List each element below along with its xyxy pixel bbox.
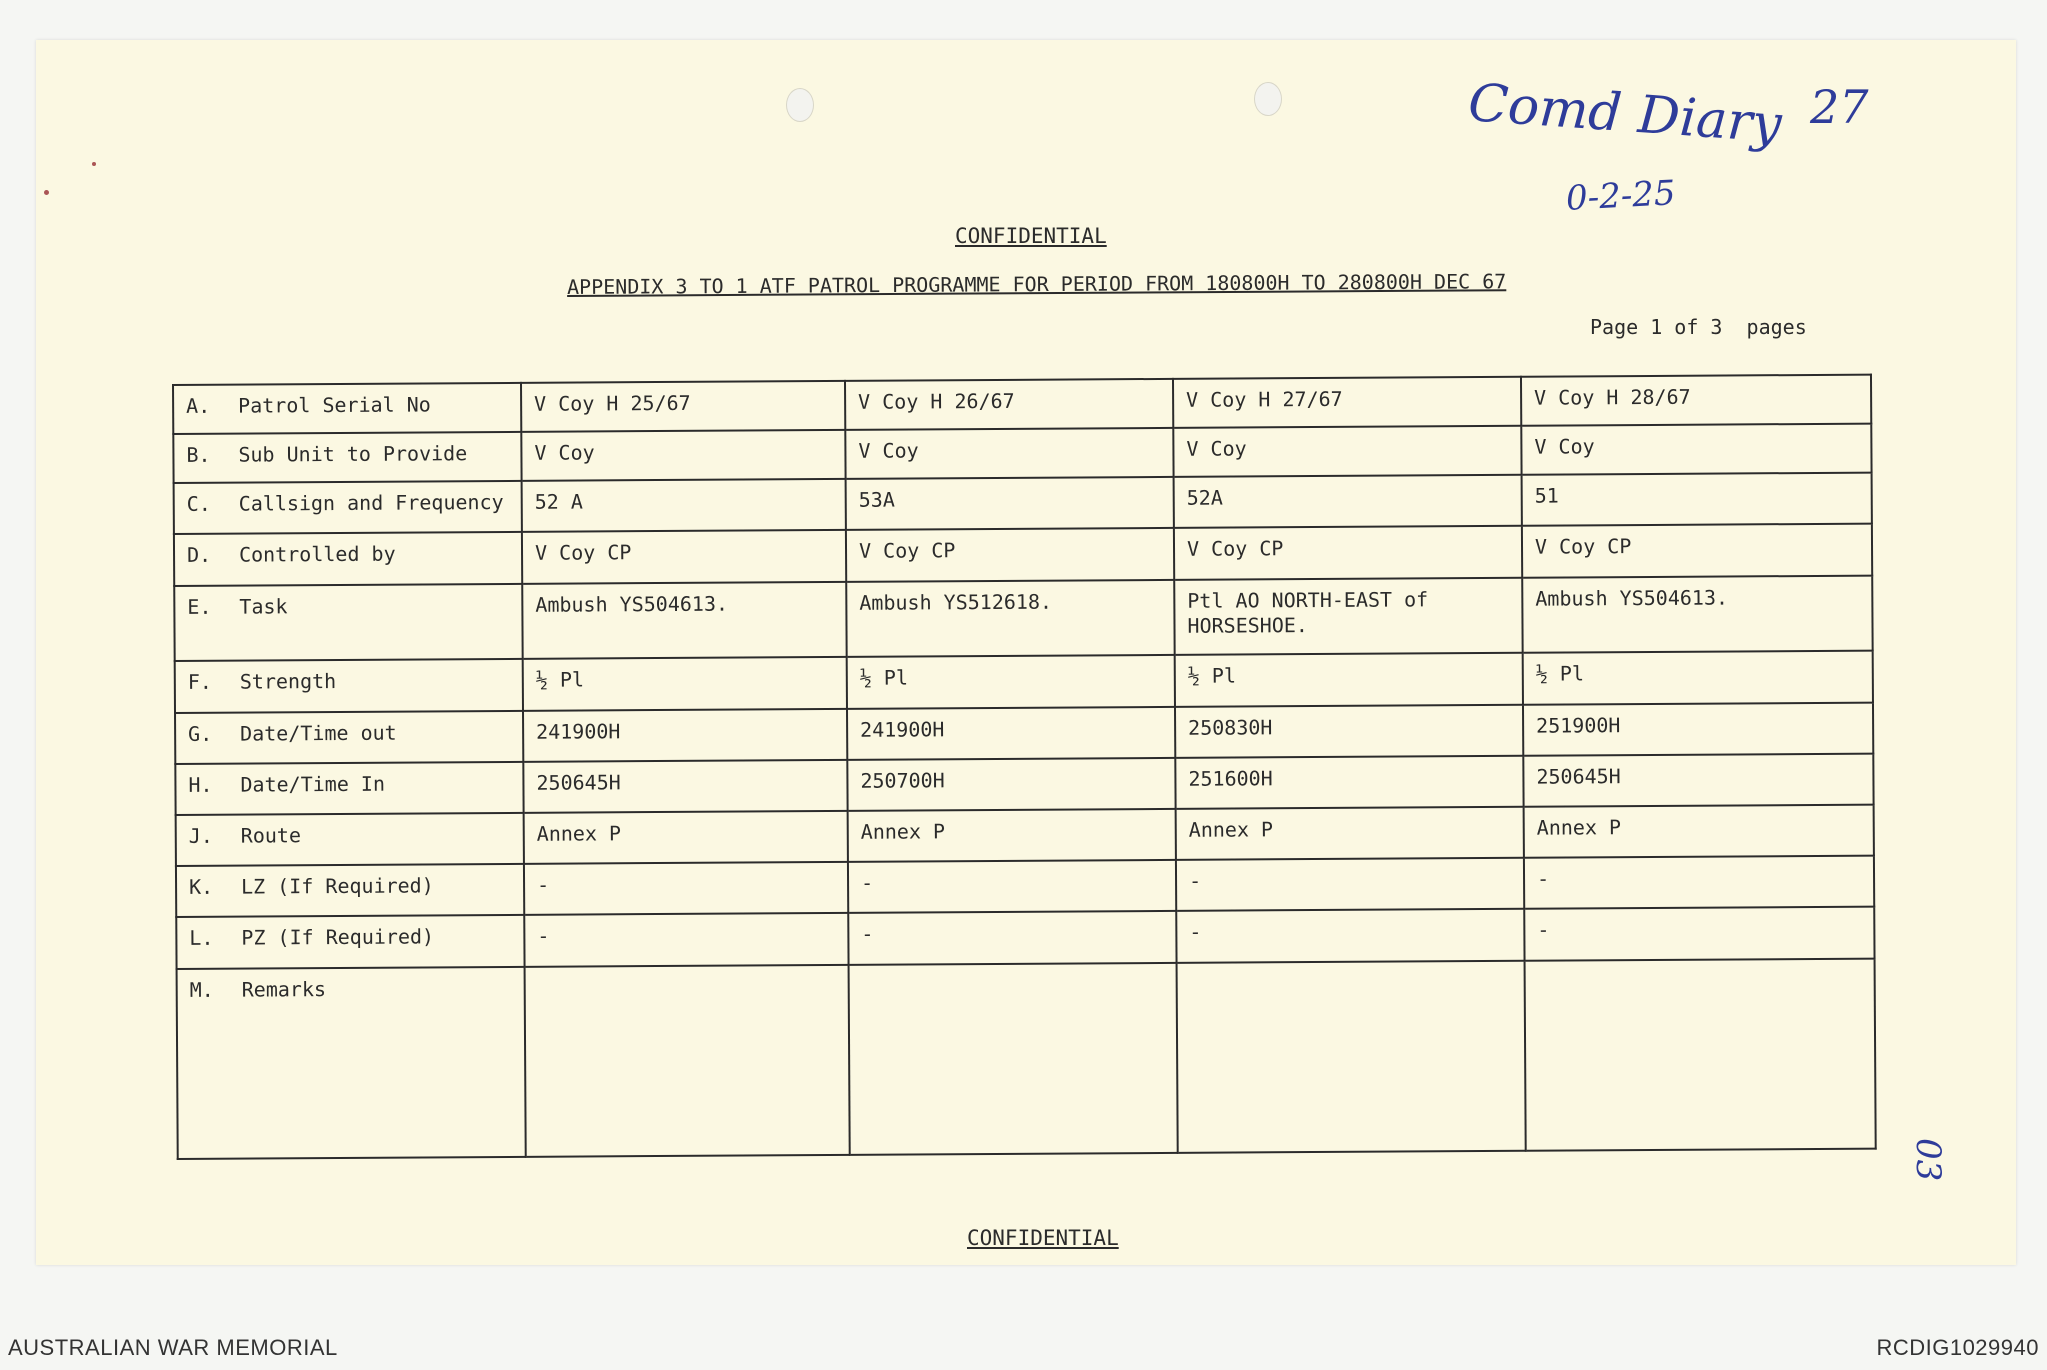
row-label: K. LZ (If Required) [176,864,524,917]
table-cell: 250645H [1523,753,1873,806]
row-label: C. Callsign and Frequency [174,481,522,534]
handwritten-page-number: 27 [1810,80,1869,134]
table-cell: 250830H [1175,704,1523,757]
table-cell: V Coy CP [1522,524,1872,577]
row-label: H. Date/Time In [175,762,523,815]
table-cell: - [848,911,1176,964]
classification-top: CONFIDENTIAL [955,224,1107,248]
patrol-programme-table [172,374,1877,1160]
source-credit: AUSTRALIAN WAR MEMORIAL [8,1335,338,1360]
table-cell: V Coy [1521,424,1871,475]
classification-bottom: CONFIDENTIAL [967,1226,1119,1250]
row-label: E. Task [174,584,522,662]
table-cell: V Coy [1173,426,1521,477]
table-cell: V Coy [521,430,845,481]
table-cell: 251600H [1175,756,1523,809]
punch-hole [786,88,814,122]
table-cell [1177,960,1526,1153]
record-id: RCDIG1029940 [1876,1335,2039,1360]
table-row [177,958,1876,1159]
table-cell: 52A [1174,475,1522,528]
table-cell: Ambush YS504613. [1522,575,1872,653]
row-label: M. Remarks [177,966,526,1159]
row-label: B. Sub Unit to Provide [173,432,521,483]
document-title: APPENDIX 3 TO 1 ATF PATROL PROGRAMME FOR PERIOD FROM 180800H TO 280800H DEC 67 [567,269,1507,299]
punch-hole [1254,82,1282,116]
row-label: L. PZ (If Required) [176,915,524,968]
row-label: J. Route [176,813,524,866]
table-cell: - [524,913,848,966]
row-label: D. Controlled by [174,532,522,585]
row-label: F. Strength [175,659,523,712]
table-cell: V Coy H 25/67 [521,381,845,432]
table-cell: Annex P [848,809,1176,862]
table-cell: Annex P [524,811,848,864]
table-cell: ½ Pl [1523,651,1873,704]
handwritten-date-note: 0-2-25 [1565,173,1677,219]
table-cell: V Coy CP [522,530,846,583]
table-cell: - [1176,909,1524,962]
table-cell: V Coy H 28/67 [1521,375,1871,426]
table-cell: - [1524,907,1874,960]
row-label: A. Patrol Serial No [173,383,521,434]
table-cell: Ambush YS512618. [846,580,1174,658]
table-cell: ½ Pl [1175,653,1523,706]
table-cell [1525,958,1876,1151]
table-cell: 51 [1522,473,1872,526]
table-cell: - [848,860,1176,913]
table-row [174,575,1872,661]
paper-speck [92,162,96,166]
table-cell: ½ Pl [847,655,1175,708]
table-cell: V Coy H 26/67 [845,379,1173,430]
table-cell: V Coy H 27/67 [1173,377,1521,428]
table-cell: V Coy CP [846,528,1174,581]
table-cell: Ambush YS504613. [522,582,846,660]
table-cell [849,962,1178,1154]
table-cell: V Coy [845,428,1173,479]
table-cell: 250645H [523,760,847,813]
table-cell: - [524,862,848,915]
table-cell: ½ Pl [523,657,847,710]
table-cell: Annex P [1176,807,1524,860]
table-cell [525,964,850,1156]
paper-speck [44,190,49,195]
table-cell: V Coy CP [1174,526,1522,579]
table-cell: - [1176,858,1524,911]
table-cell: 241900H [523,708,847,761]
table-cell: Annex P [1524,805,1874,858]
row-label: G. Date/Time out [175,710,523,763]
table-cell: 251900H [1523,702,1873,755]
table-cell: 250700H [847,758,1175,811]
table-cell: 241900H [847,706,1175,759]
side-mark: 03 [1908,1138,1948,1182]
table-cell: 52 A [522,479,846,532]
handwritten-diary-note: Comd Diary [1466,73,1784,155]
table-cell: 53A [846,477,1174,530]
table-cell: Ptl AO NORTH-EAST of HORSESHOE. [1174,577,1522,655]
page-info: Page 1 of 3 pages [1590,315,1807,339]
table-cell: - [1524,856,1874,909]
